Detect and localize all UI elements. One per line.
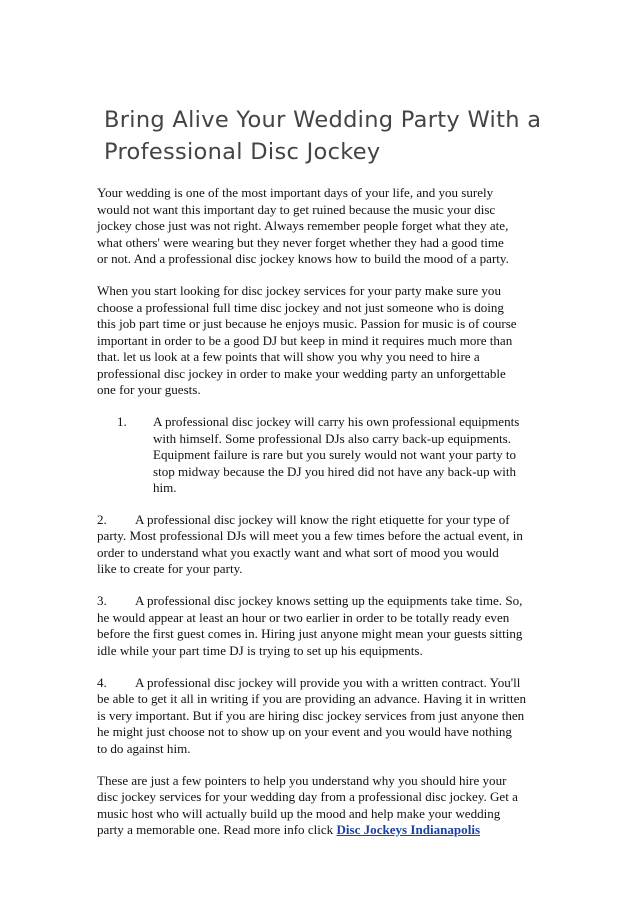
text-line [97,593,547,610]
point-number: 4. [97,674,107,690]
text-line: like to create for your party. [97,561,243,576]
text-line: to do against him. [97,740,191,756]
text-line: be able to get it all in writing if you are providing an advance. Having it in written [97,691,526,706]
text-span: A professional disc jockey will know the right etiquette for your type of [135,511,510,527]
text-line: jockey chose just was not right. Always remember people forget what they ate, [97,218,509,233]
text-line: that. let us look at a few points that will show you why you need to hire a [97,349,480,364]
numbered-list [97,414,547,497]
text-line: disc jockey services for your wedding day from a professional disc jockey. Get a [97,789,518,804]
text-line: he would appear at least an hour or two earlier in order to be totally ready even [97,609,510,625]
document-body [97,185,547,854]
point-contract [97,675,547,758]
text-line: is very important. But if you are hiring disc jockey services from just anyone then [97,707,525,723]
text-line: When you start looking for disc jockey services for your party make sure you [97,283,501,298]
text-line: idle while your part time DJ is trying to set up his equipments. [97,642,423,658]
text-line: him. [153,480,177,495]
text-span: A professional disc jockey knows setting up the equipments take time. So, [135,593,523,608]
paragraph-choosing [97,283,547,399]
text-line [97,822,547,839]
paragraph-closing [97,773,547,839]
text-line: party. Most professional DJs will meet you a few times before the actual event, in [97,528,523,543]
text-line [97,675,547,692]
text-line: Equipment failure is rare but you surely would not want your party to [153,447,517,462]
text-line: music host who will actually build up the mood and help make your wedding [97,805,501,821]
text-span: party a memorable one. Read more info click [97,822,337,837]
text-line: would not want this important day to get ruined because the music your disc [97,201,496,217]
text-line: A professional disc jockey will carry his own professional equipments [153,414,520,429]
text-line: important in order to be a good DJ but keep in mind it requires much more than [97,332,513,348]
list-number: 1. [117,414,127,429]
title-line: Professional Disc Jockey [104,139,381,165]
paragraph-intro [97,185,547,268]
point-etiquette [97,512,547,578]
text-line: stop midway because the DJ you hired did not have any back-up with [153,463,517,479]
point-number: 2. [97,511,107,527]
point-setup [97,593,547,659]
text-line: order to understand what you exactly want and what sort of mood you would [97,544,499,560]
text-line: Your wedding is one of the most important days of your life, and you surely [97,185,494,200]
text-line: These are just a few pointers to help you understand why you should hire your [97,772,507,788]
disc-jockeys-indianapolis-link[interactable]: Disc Jockeys Indianapolis [336,822,481,837]
point-number: 3. [97,593,107,608]
text-line: this job part time or just because he enjoys music. Passion for music is of course [97,316,517,331]
text-line: choose a professional full time disc jockey and not just someone who is doing [97,299,504,315]
document-title [104,104,574,168]
text-line: or not. And a professional disc jockey knows how to build the mood of a party. [97,251,509,266]
text-line: one for your guests. [97,382,201,397]
text-line: what others' were wearing but they never forget whether they had a good time [97,234,504,250]
title-line: Bring Alive Your Wedding Party With a [104,107,542,133]
text-line: he might just choose not to show up on your event and you would have nothing [97,724,512,739]
text-line [97,512,547,529]
text-line: with himself. Some professional DJs also carry back-up equipments. [153,430,511,446]
text-line: before the first guest comes in. Hiring just anyone might mean your guests sitting [97,626,523,641]
text-line: professional disc jockey in order to make your wedding party an unforgettable [97,365,506,381]
list-item [97,414,547,497]
text-span: A professional disc jockey will provide you with a written contract. You'll [135,674,521,690]
